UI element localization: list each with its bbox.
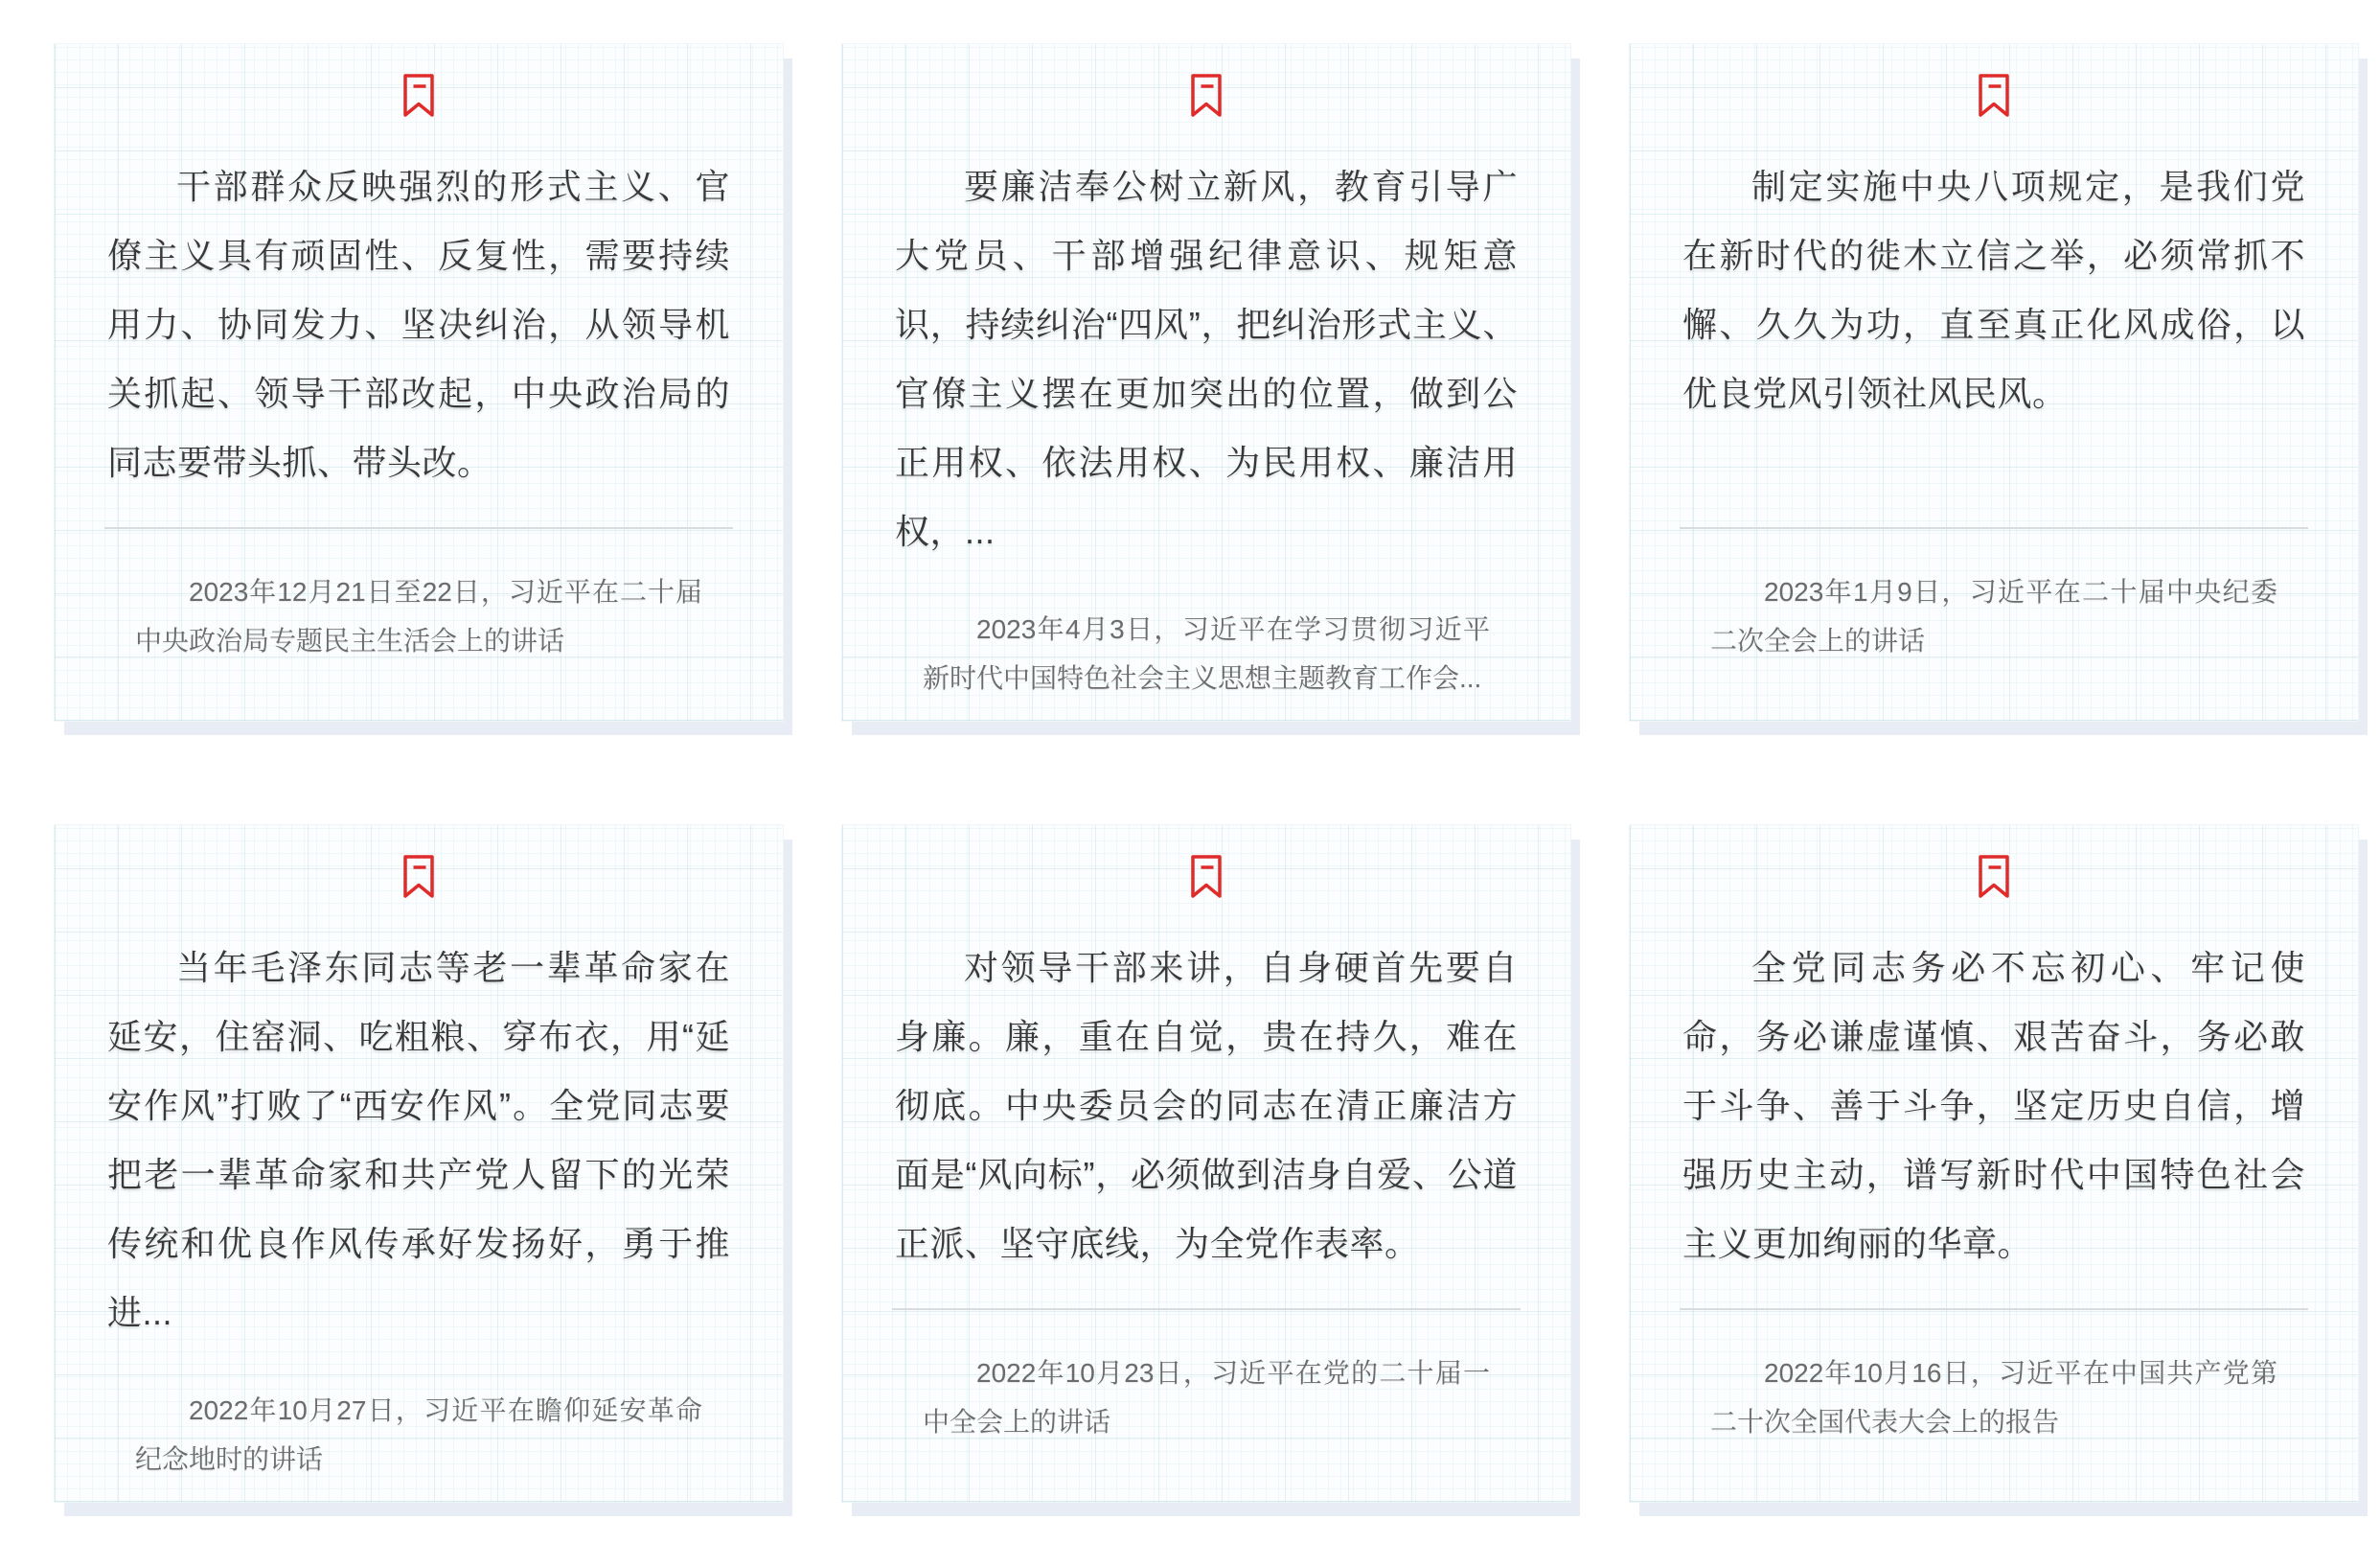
bookmark-icon xyxy=(1190,854,1223,899)
quote-text: 制定实施中央八项规定，是我们党在新时代的徙木立信之举，必须常抓不懈、久久为功，直至真正化风成俗，以优良党风引领社风民风。 xyxy=(1682,167,2305,413)
quote-card xyxy=(841,824,1571,1503)
quote-source: 2023年12月21日至22日，习近平在二十届中央政治局专题民主生活会上的讲话 xyxy=(135,577,702,656)
quote-text: 干部群众反映强烈的形式主义、官僚主义具有顽固性、反复性，需要持续用力、协同发力、坚决纠治，从领导机关抓起、领导干部改起，中央政治局的同志要带头抓、带头改。 xyxy=(107,167,730,482)
quote-card xyxy=(54,43,784,722)
quote-text: 要廉洁奉公树立新风，教育引导广大党员、干部增强纪律意识、规矩意识，持续纠治“四风”，把纠治形式主义、官僚主义摆在更加突出的位置，做到公正用权、依法用权、为民用权、廉洁用权，... xyxy=(895,167,1518,551)
bookmark-icon xyxy=(1978,854,2010,899)
quote-source: 2022年10月27日，习近平在瞻仰延安革命纪念地时的讲话 xyxy=(135,1395,702,1474)
quote-card xyxy=(1629,43,2359,722)
bookmark-icon xyxy=(402,854,435,899)
divider xyxy=(1680,527,2308,529)
divider xyxy=(1680,1308,2308,1310)
divider xyxy=(892,1308,1521,1310)
quote-card xyxy=(841,43,1571,722)
quote-text: 对领导干部来讲，自身硬首先要自身廉。廉，重在自觉，贵在持久，难在彻底。中央委员会的同志在清正廉洁方面是“风向标”，必须做到洁身自爱、公道正派、坚守底线，为全党作表率。 xyxy=(895,948,1518,1263)
spacer xyxy=(55,497,783,527)
quote-text: 当年毛泽东同志等老一辈革命家在延安，住窑洞、吃粗粮、穿布衣，用“延安作风”打败了“西安作风”。全党同志要把老一辈革命家和共产党人留下的光荣传统和优良作风传承好发扬好，勇于推进... xyxy=(107,948,730,1332)
spacer xyxy=(1630,428,2358,527)
quote-source: 2023年1月9日，习近平在二十届中央纪委二次全会上的讲话 xyxy=(1710,577,2277,656)
quote-card xyxy=(54,824,784,1503)
quote-source: 2023年4月3日，习近平在学习贯彻习近平新时代中国特色社会主义思想主题教育工作会... xyxy=(923,614,1490,693)
quote-source: 2022年10月16日，习近平在中国共产党第二十次全国代表大会上的报告 xyxy=(1710,1358,2277,1437)
quote-text: 全党同志务必不忘初心、牢记使命，务必谦虚谨慎、艰苦奋斗，务必敢于斗争、善于斗争，坚定历史自信，增强历史主动，谱写新时代中国特色社会主义更加绚丽的华章。 xyxy=(1682,948,2305,1263)
spacer xyxy=(1630,1278,2358,1308)
spacer xyxy=(842,1278,1570,1308)
quote-card xyxy=(1629,824,2359,1503)
divider xyxy=(104,527,733,529)
bookmark-icon xyxy=(1978,73,2010,118)
quote-source: 2022年10月23日，习近平在党的二十届一中全会上的讲话 xyxy=(923,1358,1490,1437)
bookmark-icon xyxy=(402,73,435,118)
bookmark-icon xyxy=(1190,73,1223,118)
